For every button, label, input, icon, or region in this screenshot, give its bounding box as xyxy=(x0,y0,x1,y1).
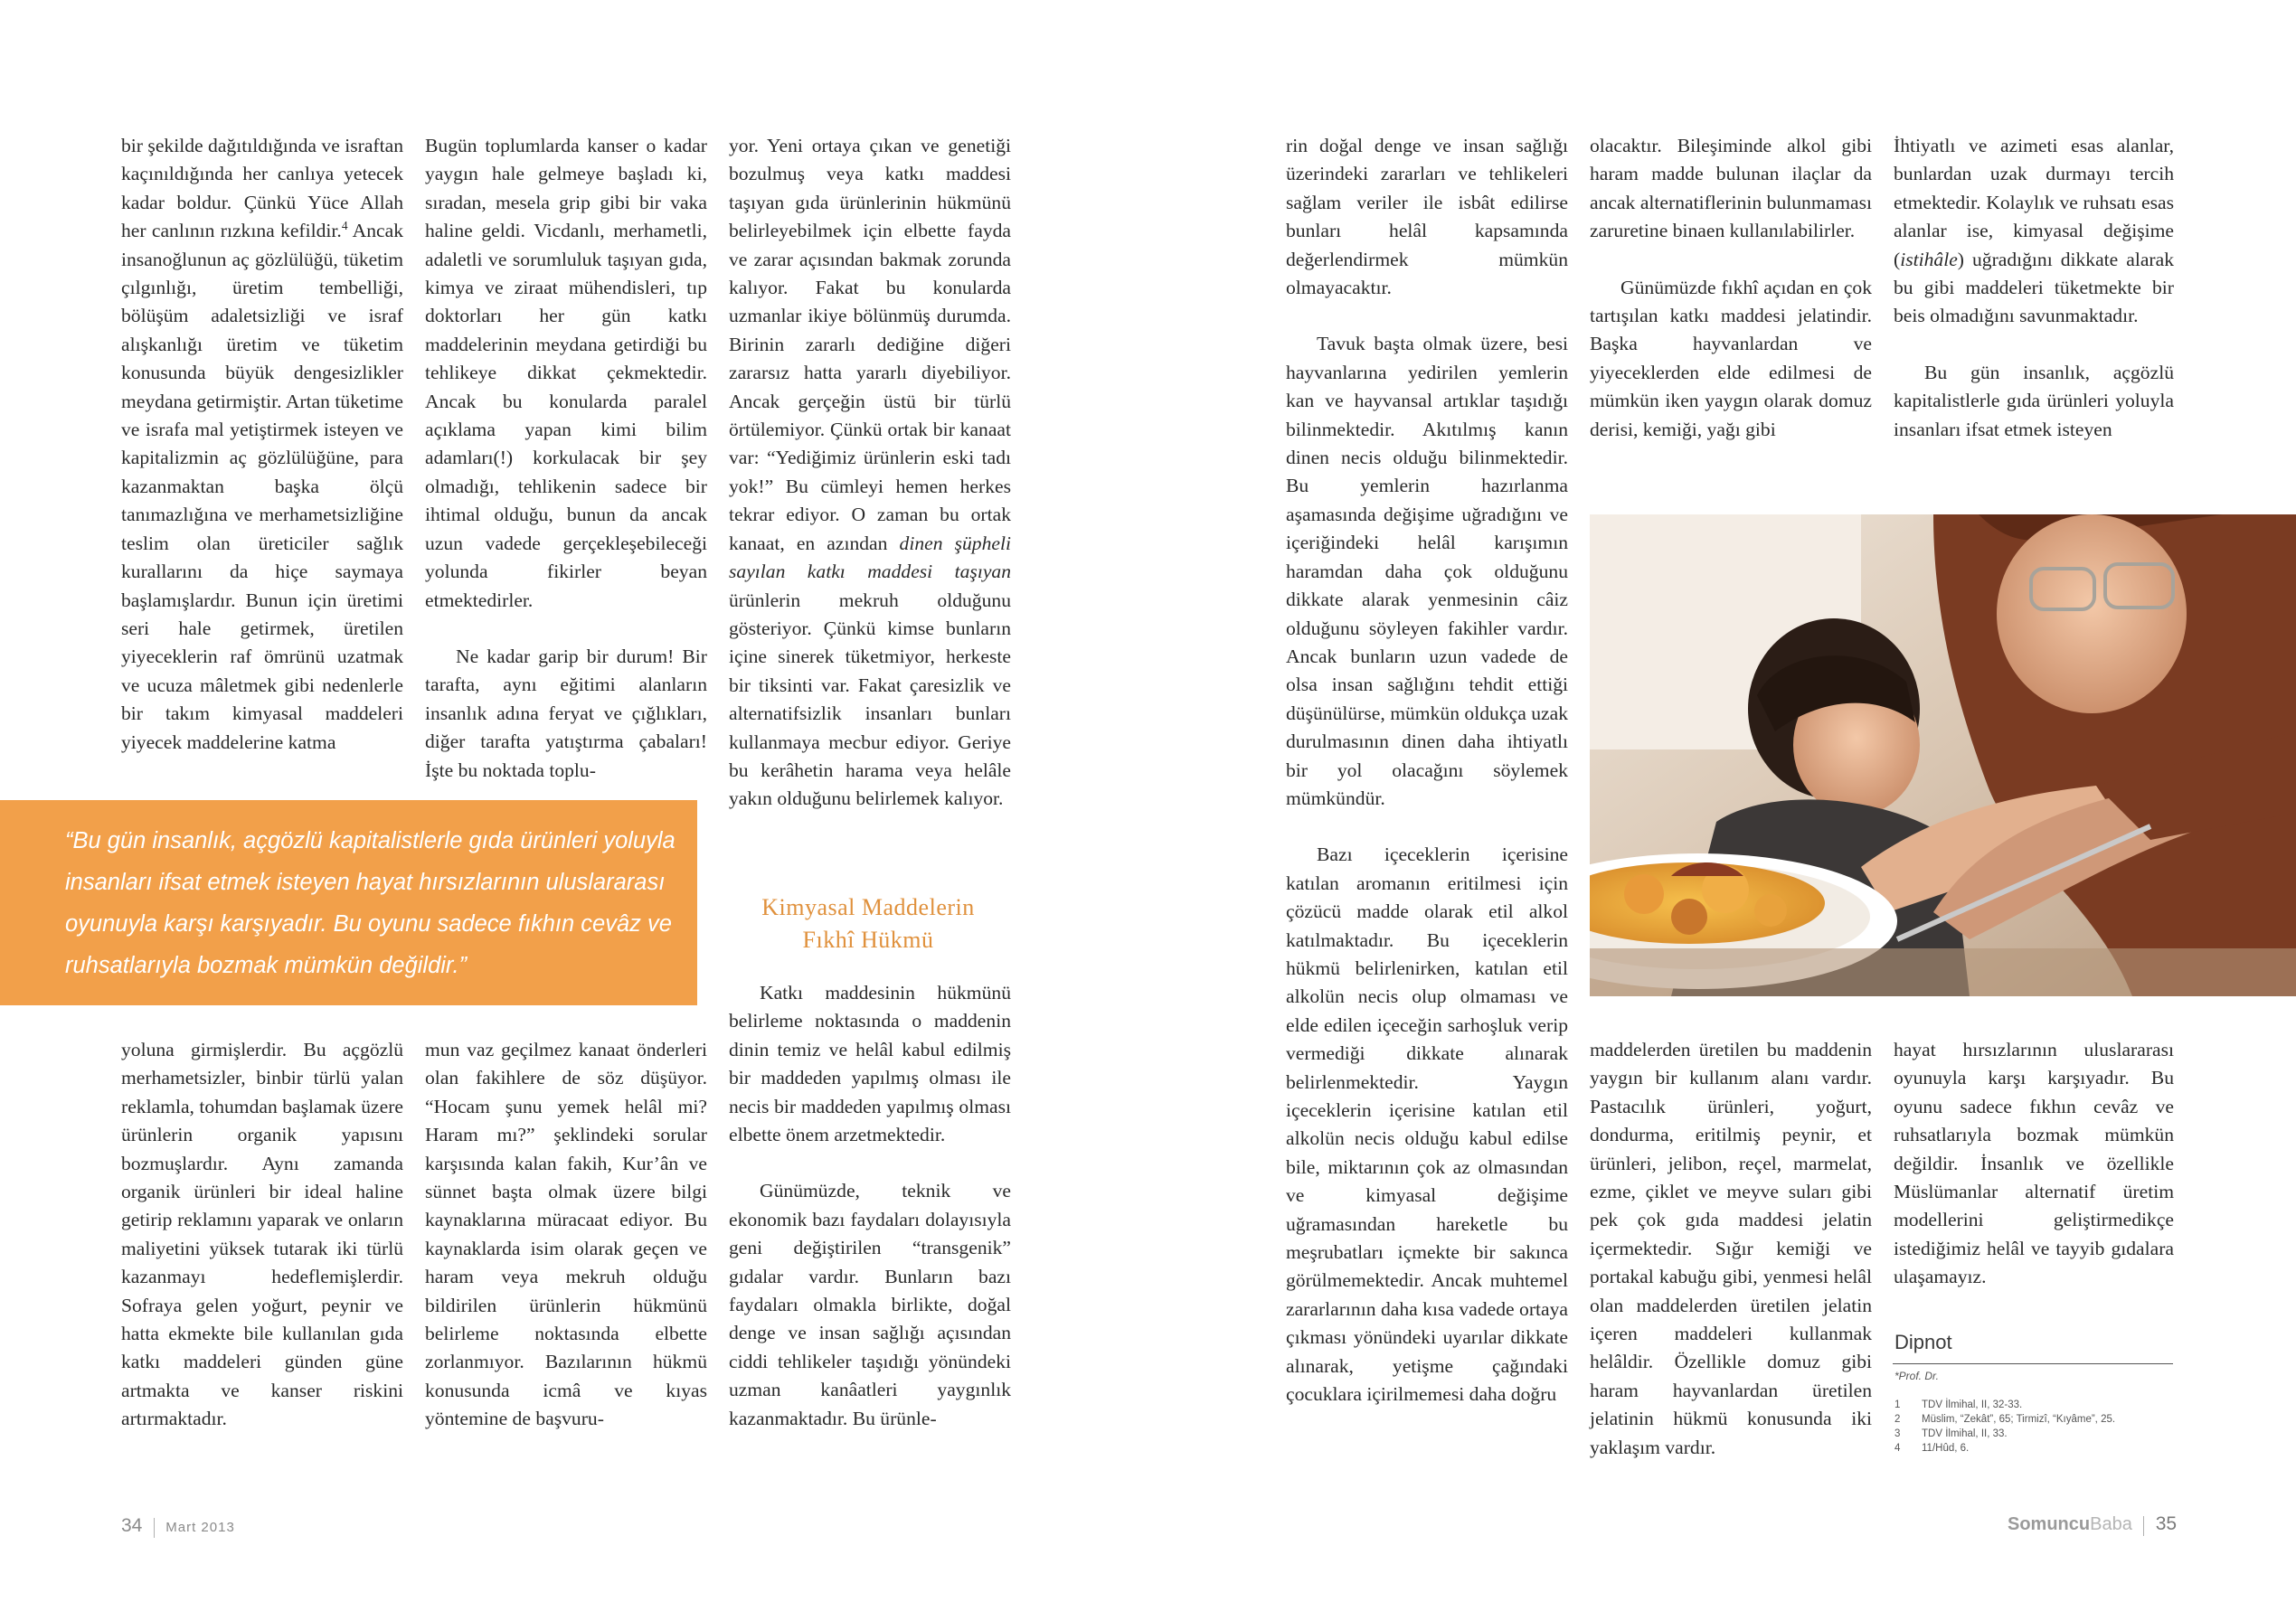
right-column-2-bottom xyxy=(1590,1036,1872,1462)
body-paragraph: olacaktır. Bileşiminde alkol gibi haram madde bulunan ilaçlar da ancak alternatiflerinin bulunmaması zaruretine binaen kullanılabilirler. xyxy=(1590,135,1872,242)
body-paragraph: Bazı içeceklerin içerisine katılan aromanın eritilmesi için çözücü madde olarak etil alkol katılmaktadır. Bu içeceklerin hükmü belirlenirken, katılan etil alkolün necis olup olmaması ve elde edilen içeceğin sarhoşluk verip vermediği dikkate alınarak belirlenmektedir. Yaygın içeceklerin içerisine katılan etil alkolün necis olduğu kabul edilse bile, miktarının çok az olmasından ve kimyasal değişime uğramasından hareketle bu meşrubatları içmekte bir sakınca görülmemektedir. Ancak muhtemel zararlarının daha kısa vadede ortaya çıkması yönündeki uyarılar dikkate alınarak, yetişme çağındaki çocuklara içirilmemesi daha doğru xyxy=(1286,843,1568,1406)
right-column-3-bottom xyxy=(1894,1036,2174,1292)
left-column-2-bottom xyxy=(425,1036,707,1434)
left-column-2-top xyxy=(425,132,707,785)
emphasis-text: dinen şüpheli sayılan katkı maddesi taşıyan xyxy=(729,532,1011,583)
photo-mother-and-child-eating xyxy=(1590,514,2296,996)
body-paragraph: ) uğradığını dikkate alarak bu gibi maddeleri tüketmekte bir beis olmadığını savunmaktadır. xyxy=(1894,248,2174,327)
body-paragraph: mun vaz geçilmez kanaat önderleri olan fakihlere de söz düşüyor. “Hocam şunu yemek helâl mi? Haram mı?” şeklindeki sorular karşısında kalan fakih, Kur’ân ve sünnet başta olmak üzere bilgi kaynaklarına müracaat ediyor. Bu kaynaklarda isim olarak geçen ve haram veya mekruh olduğu bildirilen ürünlerin hükmünü belirleme noktasında elbette zorlanmıyor. Bazılarının hükmü konusunda icmâ ve kıyas yöntemine de başvuru- xyxy=(425,1039,707,1430)
body-paragraph: yoluna girmişlerdir. Bu açgözlü merhametsizler, binbir türlü yalan reklamla, tohumdan başlamak üzere ürünlerin organik yapısını bozmuşlardır. Aynı zamanda organik ürünleri bir ideal haline getirip reklamını yaparak ve onların maliyetini yüksek tutarak iki türlü kazanmayı hedeflemişlerdir. Sofraya gelen yoğurt, peynir ve hatta ekmekte bile kullanılan gıda katkı maddeleri günden güne artmakta ve kanser riskini artırmaktadır. xyxy=(121,1039,403,1430)
left-column-1-top xyxy=(121,132,403,757)
left-column-1-bottom xyxy=(121,1036,403,1434)
footnotes-title: Dipnot xyxy=(1894,1331,1952,1353)
body-paragraph: ürünlerin mekruh olduğunu gösteriyor. Çünkü kimse bunların içine sinerek tüketmiyor, herkeste bir tiksinti var. Fakat çaresizlik ve alternatifsizlik insanları bunları kullanmaya mecbur ediyor. Geriye bu kerâhetin harama veya helâle yakın olduğunu belirlemek kalıyor. xyxy=(729,589,1011,810)
issue-date: Mart 2013 xyxy=(165,1520,235,1535)
section-heading-line-2: Fıkhî Hükmü xyxy=(802,927,934,953)
footnote-item: 2 Müslim, “Zekât”, 65; Tirmizî, “Kıyâme”, 25. xyxy=(1894,1414,2116,1425)
right-column-2-top xyxy=(1590,132,1872,444)
folio-divider xyxy=(154,1518,155,1538)
footnotes-divider xyxy=(1893,1363,2173,1364)
footnote-item: 4 11/Hûd, 6. xyxy=(1894,1443,1970,1454)
body-paragraph: Günümüzde fıkhî açıdan en çok tartışılan katkı maddesi jelatindir. Başka hayvanlardan ve yiyeceklerden elde edilmesi de mümkün iken yaygın olarak domuz derisi, kemiği, yağı gibi xyxy=(1590,276,1872,440)
body-paragraph: hayat hırsızlarının uluslararası oyunuyla karşı karşıyadır. Bu oyunu sadece fıkhın cevâz ve ruhsatlarıyla bozmak mümkün değildir. İnsanlık ve özellikle Müslümanlar alternatif üretim modellerini geliştirmedikçe istediğimiz helâl ve tayyib gıdalara ulaşamayız. xyxy=(1894,1039,2174,1288)
right-column-1 xyxy=(1286,132,1568,1409)
author-note: *Prof. Dr. xyxy=(1894,1370,1939,1382)
body-paragraph: İhtiyatlı ve azimeti esas alanlar, bunlardan uzak durmayı tercih etmektedir. Kolaylık ve ruhsatı esas alanlar ise, kimyasal değişime ( xyxy=(1894,135,2174,270)
page-number: 35 xyxy=(2155,1513,2178,1534)
body-paragraph: Katkı maddesinin hükmünü belirleme noktasında o maddenin dinin temiz ve helâl kabul edilmiş bir maddeden yapılmış olması ile necis bir maddeden yapılmış olması elbette önem arzetmektedir. xyxy=(729,982,1011,1146)
body-paragraph: Tavuk başta olmak üzere, besi hayvanlarına yedirilen yemlerin kan ve hayvansal artıklar taşıdığı bilinmektedir. Akıtılmış kanın dinen necis olduğu bilinmektedir. Bu yemlerin hazırlanma aşamasında değişime uğradığını ve içeriğindeki helâl karışımın haramdan daha çok olduğunu dikkate alarak yenmesinin câiz olduğunu söyleyen fakihler vardır. Ancak bunların uzun vadede de olsa insan sağlığını tehdit ettiği düşünülürse, mümkün oldukça uzak durulmasının dinen daha ihtiyatlı bir yol olacağını söylemek mümkündür. xyxy=(1286,333,1568,809)
right-folio xyxy=(2008,1513,2177,1536)
body-paragraph: rin doğal denge ve insan sağlığı üzerindeki zararları ve tehlikeleri sağlam veriler ile isbât edilirse bunları helâl kapsamında değerlendirmek mümkün olmayacaktır. xyxy=(1286,135,1568,299)
right-column-3-top xyxy=(1894,132,2174,444)
emphasis-text: istihâle xyxy=(1900,248,1958,270)
footnote-item: 3 TDV İlmihal, II, 33. xyxy=(1894,1428,2008,1439)
folio-divider xyxy=(2143,1516,2144,1536)
brand-name: SomuncuBaba xyxy=(2008,1514,2132,1534)
body-paragraph: Bu gün insanlık, açgözlü kapitalistlerle gıda ürünleri yoluyla insanları ifsat etmek isteyen xyxy=(1894,361,2174,440)
footnotes-list xyxy=(1894,1398,2115,1456)
pull-quote-text: “Bu gün insanlık, açgözlü kapitalistlerle gıda ürünleri yoluyla insanları ifsat etmek isteyen hayat hırsızlarının uluslararası oyunuyla karşı karşıyadır. Bu oyunu sadece fıkhın cevâz ve ruhsatlarıyla bozmak mümkün değildir.” xyxy=(65,828,676,978)
body-paragraph: Ne kadar garip bir durum! Bir tarafta, aynı eğitimi alanların insanlık adına feryat ve çığlıkları, diğer tarafta yatıştırma çabaları! İşte bu noktada toplu- xyxy=(425,645,707,781)
body-paragraph: bir şekilde dağıtıldığında ve israftan kaçınıldığında her canlıya yetecek kadar boldur. Çünkü Yüce Allah her canlının rızkına kefildir. xyxy=(121,135,403,242)
body-paragraph: Bugün toplumlarda kanser o kadar yaygın hale gelmeye başladı ki, sıradan, mesela grip gibi bir vaka haline geldi. Vicdanlı, merhametli, adaletli ve sorumluluk taşıyan gıda, kimya ve ziraat mühendisleri, tıp doktorları her gün katkı maddelerinin meydana getirdiği bu tehlikeye dikkat çekmektedir. Ancak bu konularda paralel açıklama yapan kimi bilim adamları(!) korkulacak bir şey olmadığı, tehlikenin sadece bir ihtimal olduğu, bunun da ancak uzun vadede gerçekleşebileceği yolunda fikirler beyan etmektedirler. xyxy=(425,135,707,611)
body-paragraph: Günümüzde, teknik ve ekonomik bazı faydaları dolayısıyla geni değiştirilen “transgenik” gıdalar vardır. Bunların bazı faydaları olmakla birlikte, doğal denge ve insan sağlığı açısından ciddi tehlikeler taşıdığı yönündeki uzman kanâatleri yaygınlık kazanmaktadır. Bu ürünle- xyxy=(729,1180,1011,1429)
page-number: 34 xyxy=(121,1515,143,1536)
body-paragraph: maddelerden üretilen bu maddenin yaygın bir kullanım alanı vardır. Pastacılık ürünleri, yoğurt, dondurma, eritilmiş peynir, et ürünleri, jelibon, reçel, marmelat, ezme, çiklet ve meyve suları gibi pek çok gıda maddesi jelatin içermektedir. Sığır kemiği ve portakal kabuğu gibi, yenmesi helâl olan maddelerden üretilen jelatin içeren maddeleri kullanmak helâldir. Özellikle domuz gibi haram hayvanlardan üretilen jelatinin hükmü konusunda iki yaklaşım vardır. xyxy=(1590,1039,1872,1458)
footnote-item: 1 TDV İlmihal, II, 32-33. xyxy=(1894,1399,2023,1410)
left-column-3-bottom xyxy=(729,979,1011,1433)
left-folio xyxy=(121,1515,235,1538)
left-column-3-top xyxy=(729,132,1011,814)
body-paragraph: Ancak insanoğlunun aç gözlülüğü, tüketim çılgınlığı, üretim tembelliği, bölüşüm adaletsizliği ve israf alışkanlığı üretim ve tüketim konusunda büyük dengesizlikler meydana getirmiştir. Artan tüketime ve israfa mal yetiştirmek isteyen ve kapitalizmin aç gözlülüğüne, para kazanmaktan başka ölçü tanımazlığına ve merhametsizliğine teslim olan üreticiler sağlık kurallarını da hiçe saymaya başlamışlardır. Bunun için üretimi seri hale getirmek, üretilen yiyeceklerin raf ömrünü uzatmak ve ucuza mâletmek gibi nedenlerle bir takım kimyasal maddeleri yiyecek maddelerine katma xyxy=(121,220,403,753)
pull-quote-box xyxy=(0,800,697,1005)
section-heading xyxy=(723,891,1013,956)
footnote-reference: 4 xyxy=(341,219,348,233)
section-heading-line-1: Kimyasal Maddelerin xyxy=(761,894,975,920)
body-paragraph: yor. Yeni ortaya çıkan ve genetiği bozulmuş veya katkı maddesi taşıyan gıda ürünlerinin hükmünü belirleyebilmek için elbette fayda ve zarar açısından bakmak zorunda kalıyor. Fakat bu konularda uzmanlar ikiye bölünmüş durumda. Birinin zararlı dediğine diğeri zararsız hatta yararlı diyebiliyor. Ancak gerçeğin üstü bir türlü örtülemiyor. Çünkü ortak bir kanaat var: “Yediğimiz ürünlerin eski tadı yok!” Bu cümleyi hemen herkes tekrar ediyor. O zaman bu ortak kanaat, en azından xyxy=(729,135,1011,554)
